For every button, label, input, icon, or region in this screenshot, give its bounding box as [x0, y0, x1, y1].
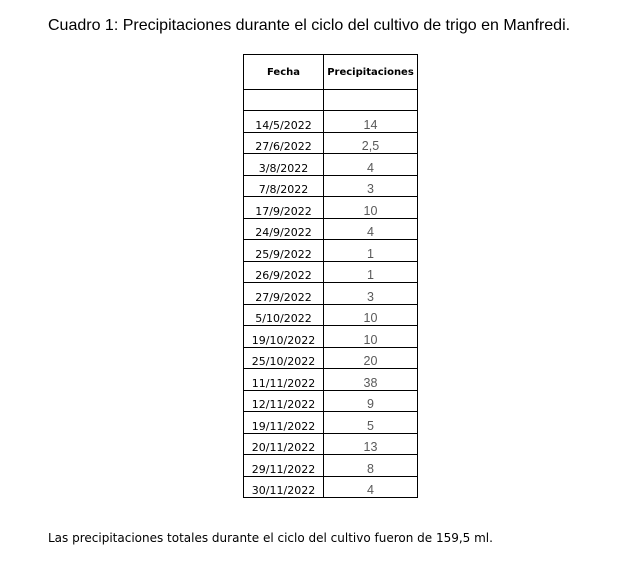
- precipitation-cell: 1: [324, 240, 418, 262]
- header-fecha: Fecha: [244, 55, 324, 90]
- table-row: [244, 326, 418, 348]
- table-row: [244, 455, 418, 477]
- precipitation-cell: 20: [324, 347, 418, 369]
- table-row: [244, 476, 418, 498]
- table-row: [244, 154, 418, 176]
- empty-cell: [324, 90, 418, 111]
- precipitation-cell: 10: [324, 197, 418, 219]
- table-caption: Cuadro 1: Precipitaciones durante el ciclo del cultivo de trigo en Manfredi.: [48, 17, 571, 34]
- date-cell: 26/9/2022: [244, 261, 324, 283]
- precipitation-cell: 8: [324, 455, 418, 477]
- date-cell: 29/11/2022: [244, 455, 324, 477]
- date-cell: 19/10/2022: [244, 326, 324, 348]
- precipitation-cell: 14: [324, 111, 418, 133]
- table-body: [244, 90, 418, 498]
- precipitation-cell: 4: [324, 218, 418, 240]
- precipitation-cell: 38: [324, 369, 418, 391]
- precipitation-cell: 10: [324, 304, 418, 326]
- table-row: [244, 304, 418, 326]
- precipitation-cell: 13: [324, 433, 418, 455]
- precipitation-cell: 10: [324, 326, 418, 348]
- precipitation-cell: 4: [324, 476, 418, 498]
- table-header-row: [244, 55, 418, 90]
- table-row: [244, 111, 418, 133]
- date-cell: 7/8/2022: [244, 175, 324, 197]
- precipitation-cell: 5: [324, 412, 418, 434]
- precipitation-cell: 2,5: [324, 132, 418, 154]
- date-cell: 27/9/2022: [244, 283, 324, 305]
- table-row: [244, 132, 418, 154]
- date-cell: 24/9/2022: [244, 218, 324, 240]
- table-row: [244, 175, 418, 197]
- date-cell: 5/10/2022: [244, 304, 324, 326]
- date-cell: 25/9/2022: [244, 240, 324, 262]
- table-row: [244, 390, 418, 412]
- table-row: [244, 218, 418, 240]
- date-cell: 14/5/2022: [244, 111, 324, 133]
- date-cell: 25/10/2022: [244, 347, 324, 369]
- date-cell: 3/8/2022: [244, 154, 324, 176]
- empty-cell: [244, 90, 324, 111]
- precipitation-table: [243, 54, 418, 498]
- table-row: [244, 197, 418, 219]
- precipitation-cell: 4: [324, 154, 418, 176]
- total-note: Las precipitaciones totales durante el ciclo del cultivo fueron de 159,5 ml.: [48, 531, 493, 545]
- table-row: [244, 433, 418, 455]
- table-row: [244, 369, 418, 391]
- empty-row: [244, 90, 418, 111]
- date-cell: 30/11/2022: [244, 476, 324, 498]
- table-row: [244, 261, 418, 283]
- precipitation-cell: 1: [324, 261, 418, 283]
- precipitation-cell: 9: [324, 390, 418, 412]
- date-cell: 19/11/2022: [244, 412, 324, 434]
- table-row: [244, 412, 418, 434]
- date-cell: 12/11/2022: [244, 390, 324, 412]
- precipitation-cell: 3: [324, 175, 418, 197]
- table-row: [244, 347, 418, 369]
- date-cell: 20/11/2022: [244, 433, 324, 455]
- date-cell: 11/11/2022: [244, 369, 324, 391]
- table-row: [244, 283, 418, 305]
- date-cell: 27/6/2022: [244, 132, 324, 154]
- table-row: [244, 240, 418, 262]
- precipitation-cell: 3: [324, 283, 418, 305]
- date-cell: 17/9/2022: [244, 197, 324, 219]
- header-precipitaciones: Precipitaciones: [324, 55, 418, 90]
